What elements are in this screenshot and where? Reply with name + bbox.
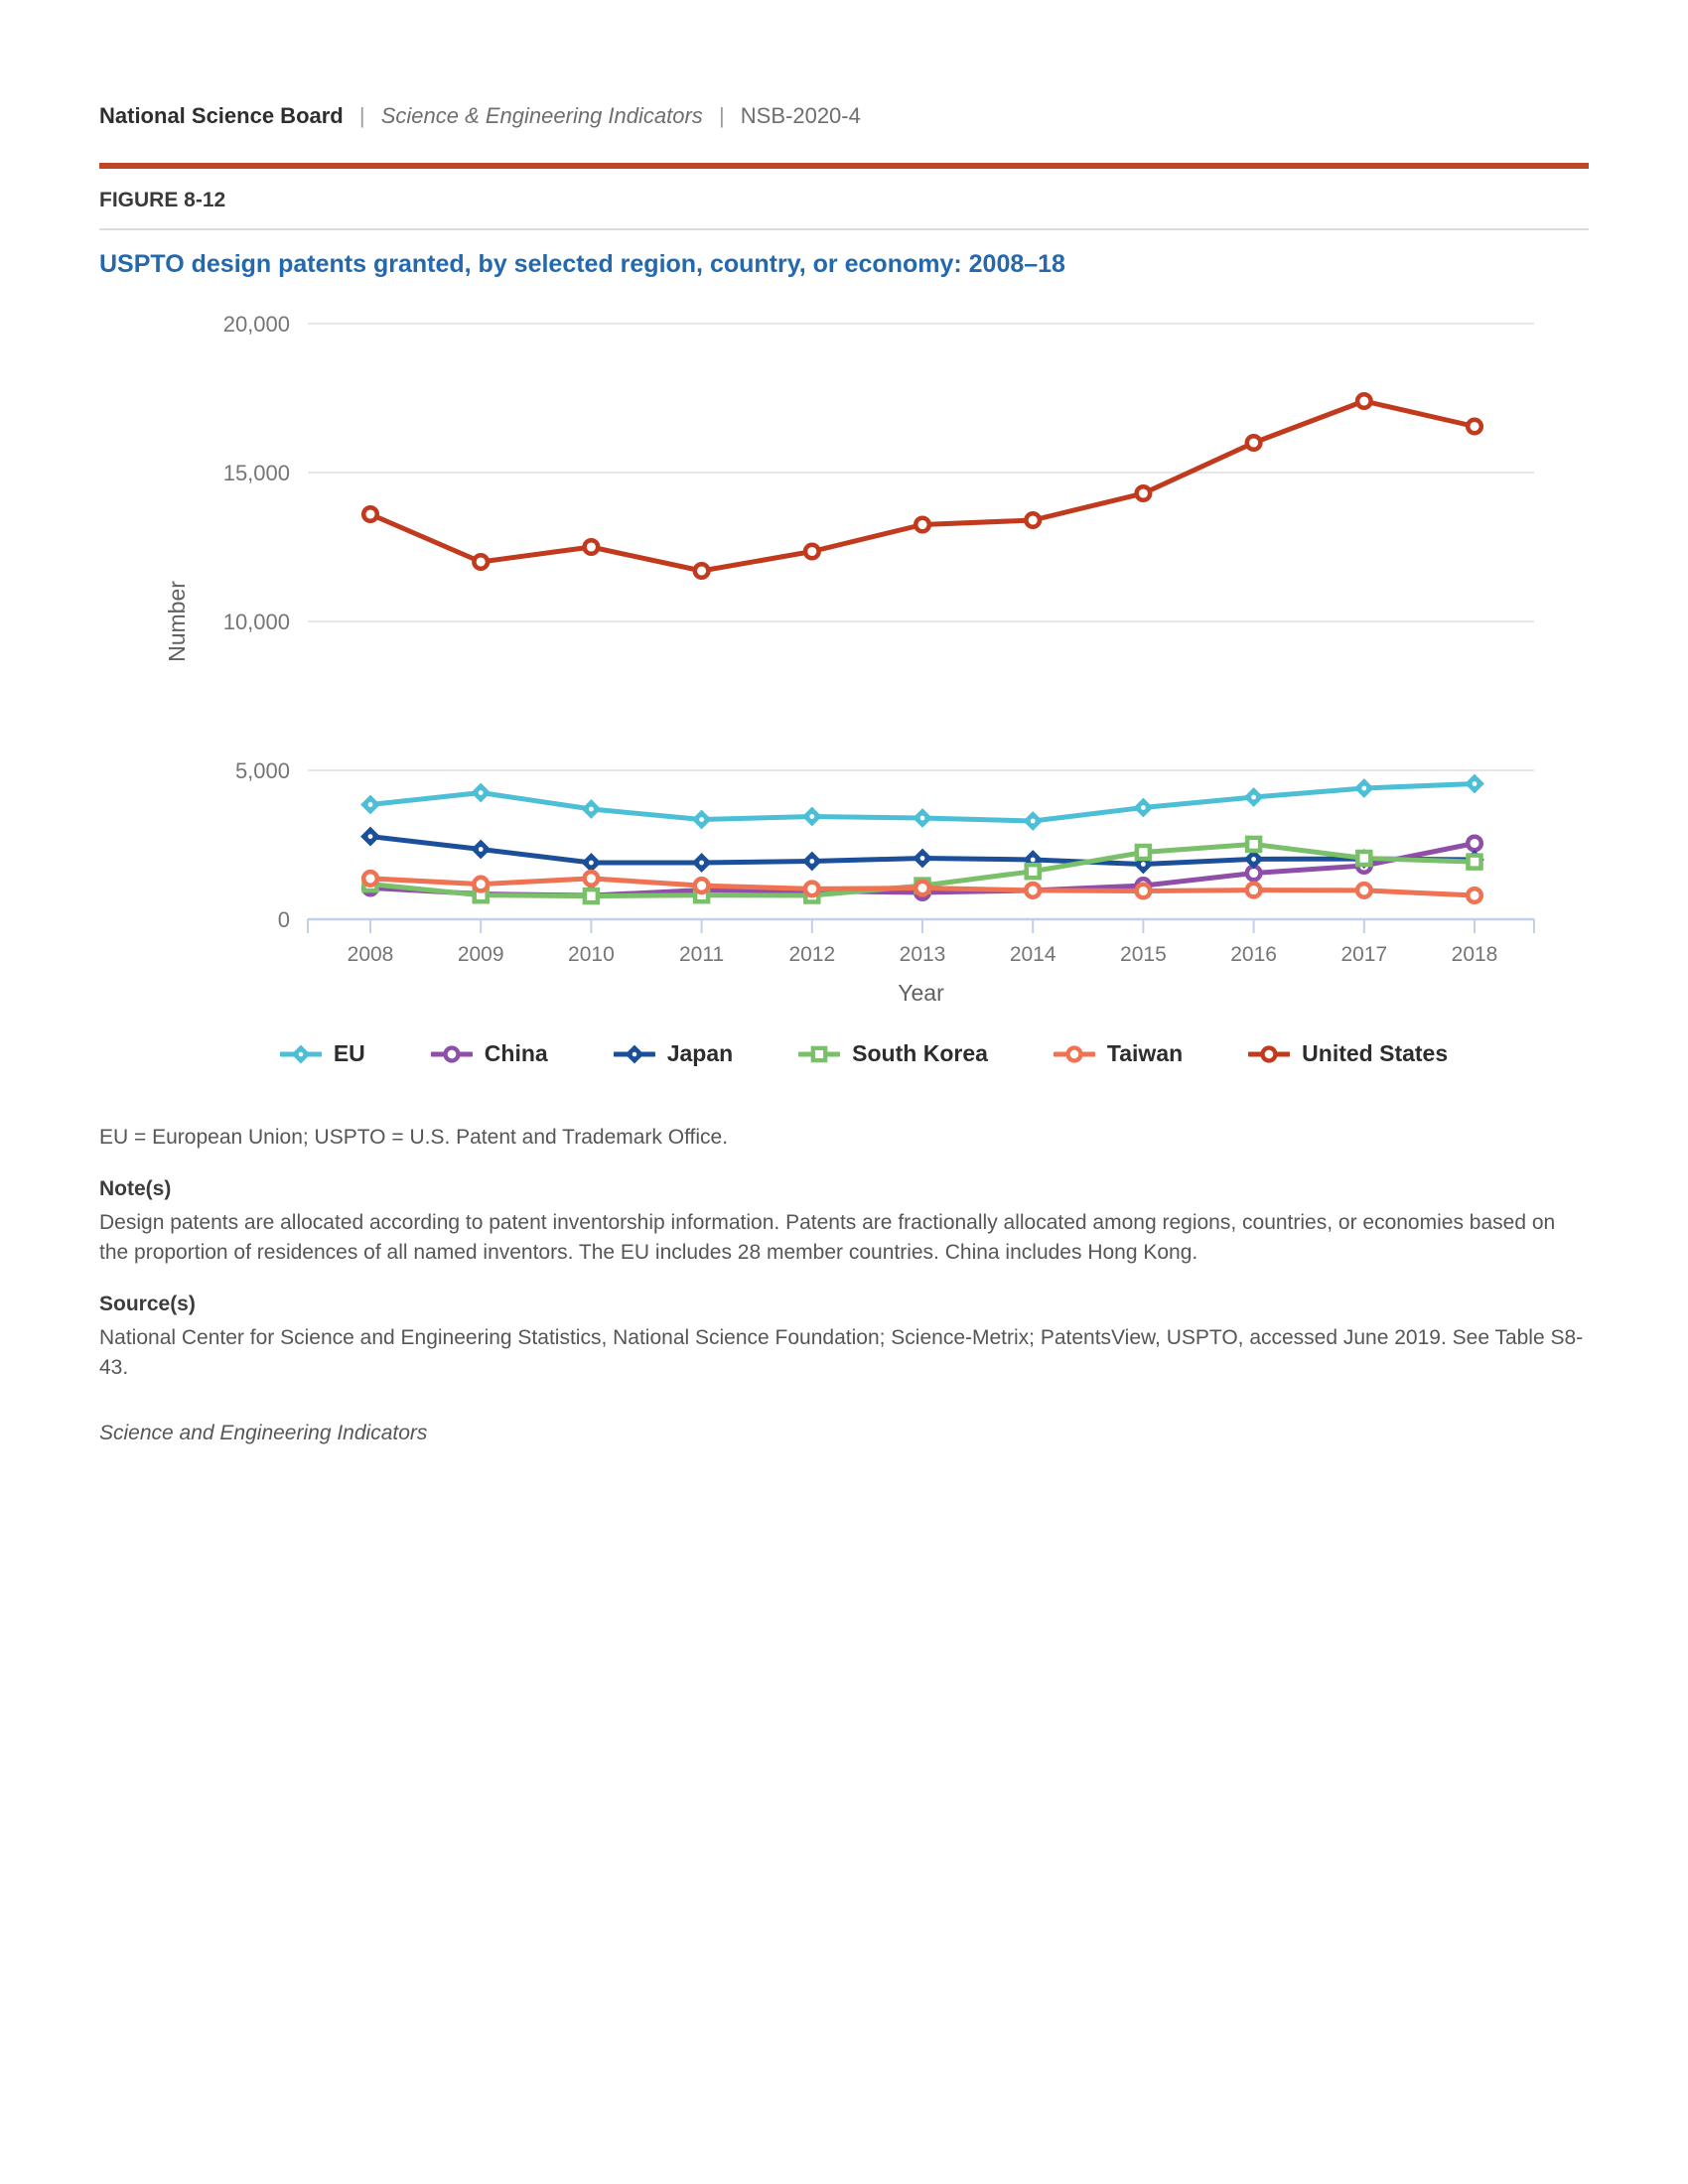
y-axis-title: Number: [164, 581, 190, 662]
marker-center: [1251, 857, 1256, 862]
legend-item-china[interactable]: [431, 1040, 548, 1067]
footnotes: [99, 1123, 1589, 1448]
header-separator: |: [718, 103, 725, 128]
data-point-marker: [585, 540, 599, 554]
marker-center: [589, 807, 594, 812]
data-point-marker: [1137, 846, 1150, 859]
data-point-marker: [695, 564, 709, 578]
indicators-footer: Science and Engineering Indicators: [99, 1422, 428, 1444]
x-tick-label: 2009: [457, 943, 504, 966]
legend-item-united-states[interactable]: [1248, 1040, 1448, 1067]
document-header: [99, 0, 1589, 129]
data-point-marker: [1026, 884, 1040, 897]
line-chart: [139, 301, 1589, 1021]
x-tick-label: 2014: [1009, 943, 1056, 966]
marker-center: [589, 861, 594, 866]
data-point-marker: [695, 879, 709, 892]
x-tick-label: 2016: [1230, 943, 1277, 966]
x-tick-label: 2012: [788, 943, 836, 966]
legend-label: Taiwan: [1106, 1040, 1184, 1066]
x-tick-label: 2015: [1120, 943, 1167, 966]
data-point-marker: [915, 882, 929, 895]
accent-rule: [99, 163, 1589, 169]
data-point-marker: [1357, 884, 1371, 897]
data-point-marker: [1026, 513, 1040, 527]
x-tick-label: 2018: [1451, 943, 1498, 966]
marker-center: [920, 856, 925, 861]
data-point-marker: [1357, 852, 1370, 865]
figure-title: USPTO design patents granted, by selected region, country, or economy: 2008–18: [99, 250, 1065, 278]
legend-label: United States: [1302, 1040, 1449, 1066]
legend-label: China: [484, 1040, 548, 1066]
marker-center: [809, 814, 814, 819]
data-point-marker: [474, 878, 488, 891]
legend-marker-circle-icon: [1248, 1043, 1290, 1065]
legend-item-japan[interactable]: [614, 1040, 733, 1067]
line-chart-svg: [139, 301, 1589, 1016]
marker-center: [1031, 858, 1036, 863]
data-point-marker: [805, 883, 819, 896]
data-point-marker: [1067, 1047, 1080, 1060]
data-point-marker: [474, 555, 488, 569]
x-tick-label: 2011: [679, 943, 725, 966]
data-point-marker: [445, 1047, 458, 1060]
legend-marker-square-icon: [798, 1043, 840, 1065]
legend-label: EU: [333, 1040, 365, 1066]
series-eu: [362, 775, 1483, 830]
x-axis-title: Year: [898, 980, 944, 1006]
data-point-marker: [1137, 486, 1151, 500]
data-point-marker: [1468, 837, 1481, 851]
header-separator: |: [358, 103, 365, 128]
x-tick-label: 2017: [1340, 943, 1388, 966]
marker-center: [1251, 795, 1256, 800]
publication-name: Science & Engineering Indicators: [380, 103, 703, 128]
series-line-united-states: [370, 401, 1475, 571]
notes-text: Design patents are allocated according to patent inventorship information. Patents are fractionally allocated among regions, countries, or economies based on the proportion of residences of all named inventors. The EU includes 28 member countries. China includes Hong Kong.: [99, 1211, 1556, 1264]
report-id: NSB-2020-4: [740, 103, 861, 128]
data-point-marker: [1468, 888, 1481, 902]
data-point-marker: [363, 872, 377, 886]
figure-label: FIGURE 8-12: [99, 189, 226, 211]
data-point-marker: [1247, 884, 1261, 897]
marker-center: [299, 1051, 304, 1056]
data-point-marker: [585, 872, 599, 886]
notes-heading: Note(s): [99, 1177, 172, 1200]
org-name: National Science Board: [99, 103, 344, 128]
data-point-marker: [1469, 856, 1481, 869]
marker-center: [479, 790, 484, 795]
data-point-marker: [1357, 394, 1371, 408]
legend-marker-circle-icon: [1054, 1043, 1095, 1065]
marker-center: [699, 817, 704, 822]
y-tick-label: 0: [277, 907, 290, 932]
legend-label: South Korea: [852, 1040, 988, 1066]
legend-item-taiwan[interactable]: [1054, 1040, 1183, 1067]
x-tick-label: 2008: [347, 943, 394, 966]
y-tick-label: 5,000: [234, 758, 290, 783]
y-tick-label: 15,000: [222, 461, 290, 485]
marker-center: [368, 802, 373, 807]
marker-center: [920, 816, 925, 821]
abbreviation-note: EU = European Union; USPTO = U.S. Patent and Trademark Office.: [99, 1126, 729, 1149]
data-point-marker: [1137, 885, 1151, 898]
legend-marker-circle-icon: [431, 1043, 473, 1065]
x-tick-label: 2010: [568, 943, 615, 966]
legend-label: Japan: [666, 1040, 734, 1066]
data-point-marker: [1027, 865, 1040, 878]
x-tick-label: 2013: [899, 943, 946, 966]
marker-center: [632, 1051, 636, 1056]
legend-item-eu[interactable]: [280, 1040, 365, 1067]
data-point-marker: [1468, 420, 1481, 434]
marker-center: [1361, 786, 1366, 791]
sources-text: National Center for Science and Engineering Statistics, National Science Foundation; Science-Metrix; PatentsView, USPTO, accessed June 2019. See Table S8-43.: [99, 1326, 1584, 1379]
series-united-states: [363, 394, 1481, 578]
legend-marker-diamond-icon: [280, 1043, 322, 1065]
y-tick-label: 20,000: [222, 312, 290, 337]
data-point-marker: [813, 1047, 825, 1059]
marker-center: [479, 847, 484, 852]
data-point-marker: [585, 889, 598, 902]
marker-center: [1141, 805, 1146, 810]
legend-marker-diamond-icon: [614, 1043, 655, 1065]
data-point-marker: [1247, 838, 1260, 851]
marker-center: [368, 834, 373, 839]
marker-center: [1031, 819, 1036, 824]
data-point-marker: [1247, 436, 1261, 450]
data-point-marker: [915, 518, 929, 532]
data-point-marker: [363, 507, 377, 521]
marker-center: [1141, 862, 1146, 867]
sources-heading: Source(s): [99, 1293, 196, 1315]
data-point-marker: [1263, 1047, 1276, 1060]
data-point-marker: [805, 545, 819, 559]
legend-item-south-korea[interactable]: [798, 1040, 988, 1067]
marker-center: [699, 861, 704, 866]
divider-rule: [99, 228, 1589, 230]
marker-center: [1473, 781, 1477, 786]
marker-center: [809, 859, 814, 864]
chart-legend: [139, 1040, 1589, 1067]
y-tick-label: 10,000: [222, 610, 290, 634]
